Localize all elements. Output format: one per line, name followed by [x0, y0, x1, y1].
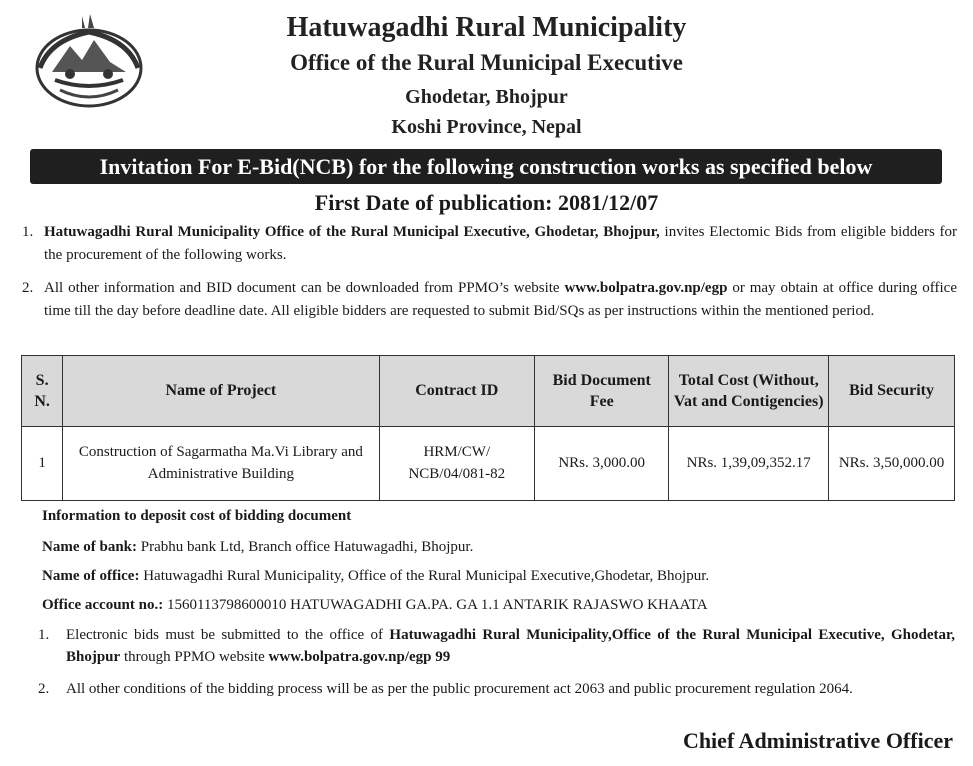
cell-project-name: Construction of Sagarmatha Ma.Vi Library and Administrative Building [63, 426, 379, 500]
office-location: Ghodetar, Bhojpur [405, 86, 568, 108]
header-bid-fee: Bid Document Fee [535, 356, 669, 427]
office-value: Hatuwagadhi Rural Municipality, Office of the Rural Municipal Executive,Ghodetar, Bhojpur. [139, 568, 710, 584]
website-link[interactable]: www.bolpatra.gov.np/egp 99 [268, 649, 451, 665]
bank-info [42, 537, 473, 557]
paragraph-text: All other information and BID document can be downloaded from PPMO’s website [44, 280, 565, 296]
header-total-cost: Total Cost (Without, Vat and Contigencies) [669, 356, 829, 427]
paragraph-bold: Hatuwagadhi Rural Municipality Office of the Rural Municipal Executive, Ghodetar, Bhojpur, [44, 224, 660, 240]
office-label: Name of office: [42, 568, 140, 584]
account-info [42, 595, 708, 615]
table-row [22, 426, 955, 500]
account-label: Office account no.: [42, 597, 164, 613]
header-sn: S. N. [22, 356, 63, 427]
paragraph-text: or may obtain at office during office time till the day before deadline date. All eligible bidders are requested to submit Bid/SQs as per instructions within the mentioned period. [44, 280, 957, 319]
note-text: Electronic bids must be submitted to the office of [66, 627, 390, 643]
office-info [42, 566, 709, 586]
paragraph-1 [22, 221, 957, 266]
note-text: All other conditions of the bidding process will be as per the public procurement act 2063 and public procurement regulation 2064. [66, 681, 853, 697]
project-table [21, 355, 955, 501]
note-number: 1. [38, 627, 50, 643]
header-bid-security: Bid Security [829, 356, 955, 427]
cell-sn: 1 [22, 426, 63, 500]
cell-bid-fee: NRs. 3,000.00 [535, 426, 669, 500]
invitation-banner: Invitation For E-Bid(NCB) for the following construction works as specified below [30, 149, 942, 184]
municipality-title: Hatuwagadhi Rural Municipality [286, 12, 687, 43]
bank-value: Prabhu bank Ltd, Branch office Hatuwagadhi, Bhojpur. [137, 539, 474, 555]
note-text: through PPMO website [120, 649, 269, 665]
province-location: Koshi Province, Nepal [391, 116, 582, 138]
bank-label: Name of bank: [42, 539, 138, 555]
note-bold: Hatuwagadhi Rural Municipality,Office of the Rural Municipal Executive, Ghodetar, Bhojpur [66, 627, 955, 665]
account-value: 1560113798600010 HATUWAGADHI GA.PA. GA 1.1 ANTARIK RAJASWO KHAATA [163, 597, 708, 613]
note-1 [38, 624, 955, 668]
signature: Chief Administrative Officer [682, 728, 953, 753]
paragraph-2 [22, 277, 957, 322]
cell-total-cost: NRs. 1,39,09,352.17 [669, 426, 829, 500]
header-project-name: Name of Project [63, 356, 379, 427]
header-contract-id: Contract ID [379, 356, 535, 427]
paragraph-number: 1. [22, 224, 34, 240]
paragraph-text: invites Electomic Bids from eligible bidders for the procurement of the following works. [44, 224, 958, 263]
website-link[interactable]: www.bolpatra.gov.np/egp [564, 280, 728, 296]
office-title: Office of the Rural Municipal Executive [290, 50, 683, 75]
cell-contract-id: HRM/CW/ NCB/04/081-82 [379, 426, 535, 500]
cell-bid-security: NRs. 3,50,000.00 [829, 426, 955, 500]
paragraph-number: 2. [22, 280, 34, 296]
deposit-heading: Information to deposit cost of bidding document [42, 508, 352, 524]
note-2 [38, 678, 955, 700]
publication-date: First Date of publication: 2081/12/07 [314, 190, 659, 215]
table-header-row [22, 356, 955, 427]
note-number: 2. [38, 681, 50, 697]
